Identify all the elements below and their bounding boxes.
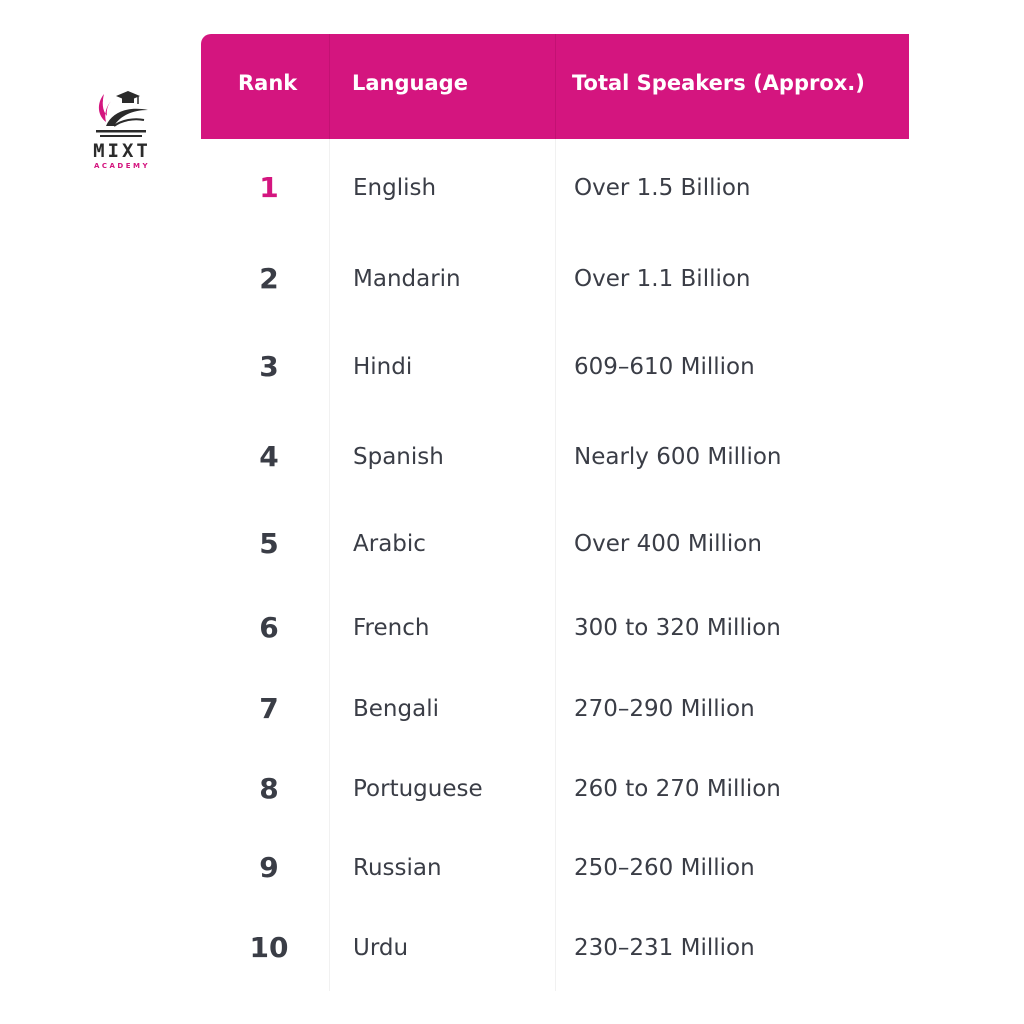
rank-cell: 8 <box>259 772 279 805</box>
rank-cell: 4 <box>259 440 279 473</box>
speakers-cell: Over 1.5 Billion <box>574 175 751 201</box>
header-rank: Rank <box>238 71 298 95</box>
rank-cell: 2 <box>259 262 279 295</box>
rank-cell: 3 <box>259 350 279 383</box>
rank-cell: 1 <box>259 171 279 204</box>
table-row <box>201 259 909 299</box>
table-row <box>201 524 909 564</box>
mixt-academy-logo <box>82 86 162 176</box>
speakers-cell: 270–290 Million <box>574 696 755 722</box>
header-divider <box>555 34 556 139</box>
language-cell: Urdu <box>353 935 409 961</box>
language-cell: Portuguese <box>353 776 483 802</box>
table-row <box>201 848 909 888</box>
logo-emblem-icon <box>82 86 162 142</box>
table-row <box>201 689 909 729</box>
table-header <box>201 34 909 139</box>
speakers-cell: 300 to 320 Million <box>574 615 781 641</box>
language-cell: Hindi <box>353 354 413 380</box>
header-language: Language <box>352 71 468 95</box>
table-row <box>201 168 909 208</box>
rank-cell: 6 <box>259 611 279 644</box>
speakers-cell: 609–610 Million <box>574 354 755 380</box>
language-cell: Mandarin <box>353 266 461 292</box>
language-cell: Arabic <box>353 531 426 557</box>
language-cell: Russian <box>353 855 442 881</box>
speakers-cell: 230–231 Million <box>574 935 755 961</box>
table-body <box>201 139 909 991</box>
table-row <box>201 347 909 387</box>
languages-table <box>201 34 909 991</box>
speakers-cell: 250–260 Million <box>574 855 755 881</box>
speakers-cell: Over 1.1 Billion <box>574 266 751 292</box>
speakers-cell: 260 to 270 Million <box>574 776 781 802</box>
header-speakers: Total Speakers (Approx.) <box>572 71 865 95</box>
rank-cell: 7 <box>259 692 279 725</box>
language-cell: English <box>353 175 437 201</box>
rank-cell: 5 <box>259 527 279 560</box>
speakers-cell: Over 400 Million <box>574 531 762 557</box>
language-cell: Bengali <box>353 696 439 722</box>
table-row <box>201 437 909 477</box>
header-divider <box>329 34 330 139</box>
table-row <box>201 928 909 968</box>
speakers-cell: Nearly 600 Million <box>574 444 782 470</box>
table-row <box>201 769 909 809</box>
logo-wordmark: MIXT <box>93 140 151 162</box>
logo-subtitle: ACADEMY <box>93 162 151 170</box>
table-row <box>201 608 909 648</box>
language-cell: Spanish <box>353 444 444 470</box>
language-cell: French <box>353 615 430 641</box>
rank-cell: 10 <box>249 931 289 964</box>
rank-cell: 9 <box>259 851 279 884</box>
